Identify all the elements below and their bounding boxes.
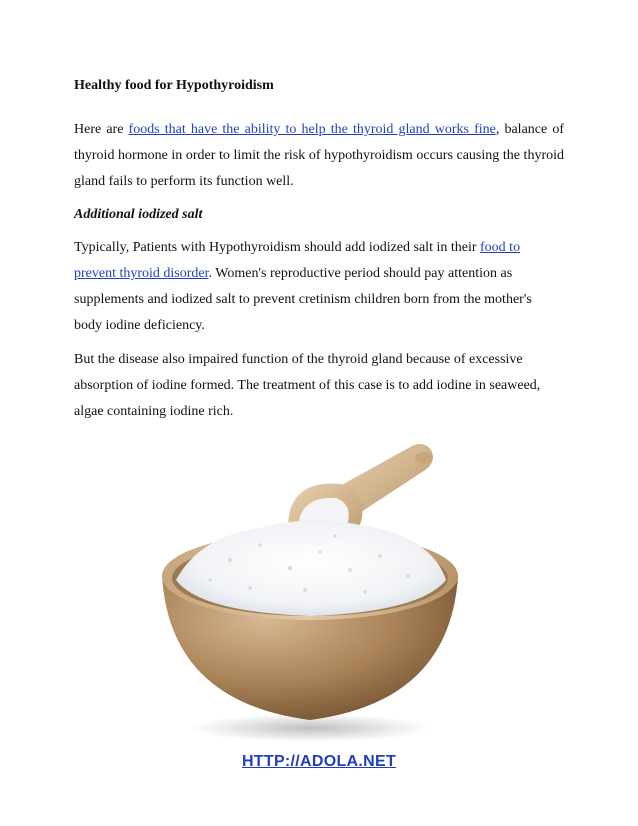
intro-paragraph: [74, 117, 564, 195]
scoop-handle-end: [415, 452, 433, 464]
salt-mound: [176, 520, 446, 616]
page-title: Healthy food for Hypothyroidism: [74, 78, 274, 93]
thyroid-disorder-link[interactable]: food to prevent thyroid disorder: [74, 240, 521, 281]
salt-text-after: . Women's reproductive period should pay attention as supplements and iodized salt to prevent cretinism children born from the mother's body iodine deficiency.: [74, 266, 532, 333]
treatment-paragraph: But the disease also impaired function of the thyroid gland because of excessive absorption of iodine formed. The treatment of this case is to add iodine in seaweed, algae containing iodine rich.: [74, 352, 541, 419]
section-heading: Additional iodized salt: [74, 207, 203, 222]
footer-site-link[interactable]: HTTP://ADOLA.NET: [241, 753, 397, 770]
salt-bowl-image: [140, 440, 480, 750]
salt-paragraph: [74, 235, 549, 339]
intro-text-after: , balance of thyroid hormone in order to limit the risk of hypothyroidism occurs causing the thyroid gland fails to perform its function well.: [74, 122, 564, 189]
foods-link[interactable]: foods that have the ability to help the thyroid gland works fine: [128, 122, 496, 137]
salt-text-before: Typically, Patients with Hypothyroidism should add iodized salt in their: [74, 240, 481, 255]
intro-text-before: Here are: [74, 122, 129, 137]
